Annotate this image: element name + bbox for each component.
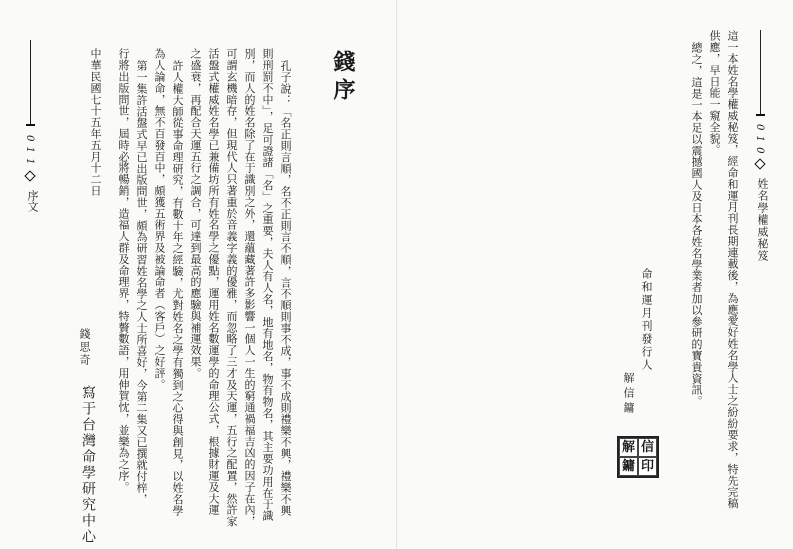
publisher-seal bbox=[617, 436, 659, 478]
left-header-rule bbox=[30, 40, 31, 125]
seal-char: 解 bbox=[619, 438, 638, 457]
right-header-rule bbox=[760, 30, 761, 115]
para1-line-5: 活盤式權威姓名學已兼備坊所有姓名學之優點，運用姓名數運學的命理公式，根據財運及大運 bbox=[207, 48, 220, 516]
para2-line-1: 許人權大師從事命理研究，有數十年之經驗，尤對姓名之學有獨到之心得與創見，以姓名學 bbox=[171, 60, 184, 516]
right-page-number: 0 1 0 bbox=[754, 124, 765, 155]
para3-line-1: 第一集許活盤式早已出版問世，頗為研習姓名學之人士所喜好，今第二集又已撰就付梓， bbox=[135, 60, 148, 505]
right-diamond-icon bbox=[754, 158, 765, 169]
publisher-name: 解信鏞 bbox=[622, 372, 635, 417]
seal-char: 印 bbox=[638, 457, 657, 476]
preface-date: 中華民國七十五年五月十二日 bbox=[89, 48, 102, 197]
left-diamond-icon bbox=[24, 170, 35, 181]
summary-line: 總之，這是一本足以震撼國人及日本各姓名學業者加以參研的寶貴資訊。 bbox=[690, 42, 703, 407]
intro-line-2: 供應，早日能一窺全貌。 bbox=[708, 30, 721, 156]
left-page bbox=[0, 0, 396, 549]
author-affiliation: 寫于台灣命學研究中心 bbox=[80, 385, 96, 545]
intro-line-1: 這一本姓名學權威秘笈，經命和運月刊長期連載後，為應愛好姓名學人士之紛紛要求，特先完稿 bbox=[726, 30, 739, 509]
para2-line-2: 為人論命，無不百發百中，頗獲五術界及被論命者（客戶）之好評。 bbox=[153, 48, 166, 390]
left-page-number: 0 1 1 bbox=[24, 135, 35, 166]
para1-line-6: 之盛衰，再配合天運五行之調合，可達到最高的應驗與補運效果。 bbox=[189, 48, 202, 379]
para1-line-1: 孔子說：「名正則言順，名不正則言不順，言不順則事不成，事不成則禮樂不興，禮樂不興 bbox=[279, 60, 292, 516]
para1-line-4: 可謂玄機暗存，但現代人只著重於音義字義的優雅，而忽略了三才及天運，五行之配置，然許家 bbox=[225, 48, 238, 527]
author-name: 錢思奇 bbox=[78, 328, 91, 367]
running-header: 姓名學權威秘笈 bbox=[756, 178, 769, 262]
seal-char: 鏞 bbox=[619, 457, 638, 476]
seal-char: 信 bbox=[638, 438, 657, 457]
preface-title: 錢序 bbox=[330, 50, 356, 106]
para3-line-2: 行將出版問世，屆時必將暢銷，造福人群及命理界，特贅數語，用伸賀忱，並樂為之序。 bbox=[117, 48, 130, 493]
right-page bbox=[397, 0, 793, 549]
left-section-label: 序文 bbox=[26, 190, 39, 212]
left-header-tick bbox=[26, 124, 35, 126]
right-header-tick bbox=[756, 114, 765, 116]
publisher-title: 命和運月刊發行人 bbox=[640, 268, 653, 372]
para1-line-3: 別，而人的姓名除了在于識別之外，還蘊藏著許多影響一個人一生的窮通禍福吉凶的因子在內， bbox=[243, 48, 256, 527]
para1-line-2: 則刑罰不中」，足可證諸「名」之重要，夫人有人名，地有地名，物有物名，其主要功用在于識 bbox=[261, 48, 274, 522]
